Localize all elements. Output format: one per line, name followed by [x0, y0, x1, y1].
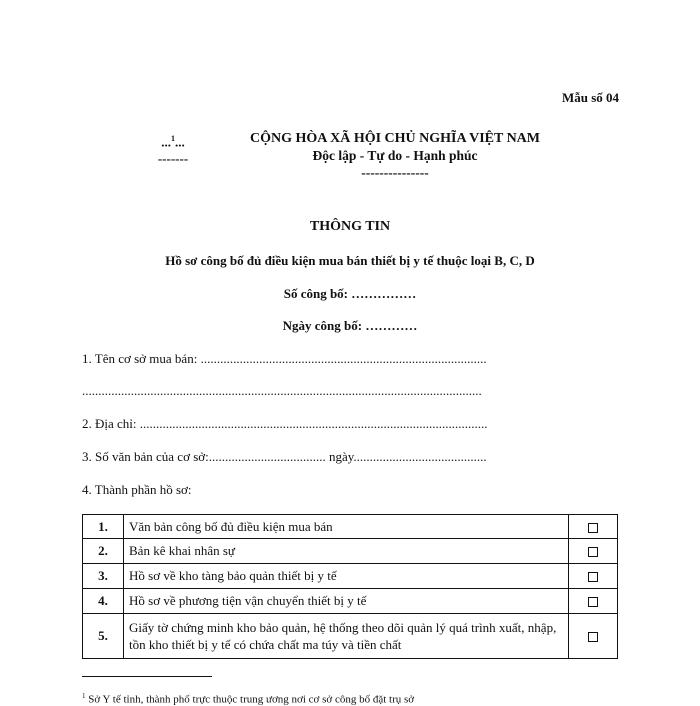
table-row: [83, 589, 618, 614]
row-label: Văn bản công bố đủ điều kiện mua bán: [124, 515, 569, 539]
row-label: Hồ sơ về kho tàng bảo quản thiết bị y tế: [124, 564, 569, 589]
row-label: Bản kê khai nhân sự: [124, 539, 569, 564]
facility-name-continuation: ...........................................................................................................................: [82, 383, 482, 398]
row-number: 3.: [83, 564, 124, 589]
national-name: CỘNG HÒA XÃ HỘI CHỦ NGHĨA VIỆT NAM: [249, 131, 540, 146]
national-heading: [240, 130, 550, 181]
checkbox-icon[interactable]: [588, 597, 598, 607]
checkbox-icon[interactable]: [588, 572, 598, 582]
document-number-field: 3. Số văn bản của cơ sở:.................................... ngày.........................................: [82, 449, 487, 464]
issuing-agency-block: [138, 130, 208, 167]
row-number: 1.: [83, 515, 124, 539]
row-checkbox[interactable]: [569, 589, 618, 614]
motto-rule: ---------------: [361, 165, 429, 180]
row-number: 5.: [83, 614, 124, 659]
document-title: THÔNG TIN: [309, 219, 391, 234]
issuing-agency-rule: -------: [157, 151, 189, 167]
table-row: [83, 614, 618, 659]
row-checkbox[interactable]: [569, 515, 618, 539]
row-number: 4.: [83, 589, 124, 614]
table-row: [83, 539, 618, 564]
announcement-number: Số công bố: ……………: [283, 286, 417, 301]
checkbox-icon[interactable]: [588, 632, 598, 642]
row-checkbox[interactable]: [569, 614, 618, 659]
row-checkbox[interactable]: [569, 539, 618, 564]
checkbox-icon[interactable]: [588, 547, 598, 557]
checkbox-icon[interactable]: [588, 523, 598, 533]
form-code: Mẫu số 04: [561, 90, 619, 105]
file-components-table: [82, 514, 618, 659]
footnote-divider: [82, 676, 212, 677]
footnote-marker: 1: [82, 692, 86, 700]
row-label: Hồ sơ về phương tiện vận chuyển thiết bị y tế: [124, 589, 569, 614]
components-label: 4. Thành phần hồ sơ:: [82, 482, 192, 497]
facility-name-field: 1. Tên cơ sở mua bán: ........................................................................................: [82, 351, 487, 366]
national-motto: Độc lập - Tự do - Hạnh phúc: [312, 148, 478, 163]
table-row: [83, 564, 618, 589]
issuing-agency-placeholder: ...$^1$...: [161, 134, 185, 150]
row-checkbox[interactable]: [569, 564, 618, 589]
row-number: 2.: [83, 539, 124, 564]
announcement-date: Ngày công bố: …………: [282, 318, 418, 333]
table-row: [83, 515, 618, 539]
footnote-text: Sở Y tế tỉnh, thành phố trực thuộc trung ương nơi cơ sở công bố đặt trụ sở: [88, 693, 415, 706]
footnote: [82, 692, 414, 706]
address-field: 2. Địa chỉ: ...........................................................................................................: [82, 416, 488, 431]
row-label: Giấy tờ chứng minh kho bảo quản, hệ thống theo dõi quản lý quá trình xuất, nhập, tồn kho thiết bị y tế có chứa chất ma túy và tiền chất: [124, 614, 569, 659]
document-subtitle: Hồ sơ công bố đủ điều kiện mua bán thiết bị y tế thuộc loại B, C, D: [165, 253, 535, 268]
